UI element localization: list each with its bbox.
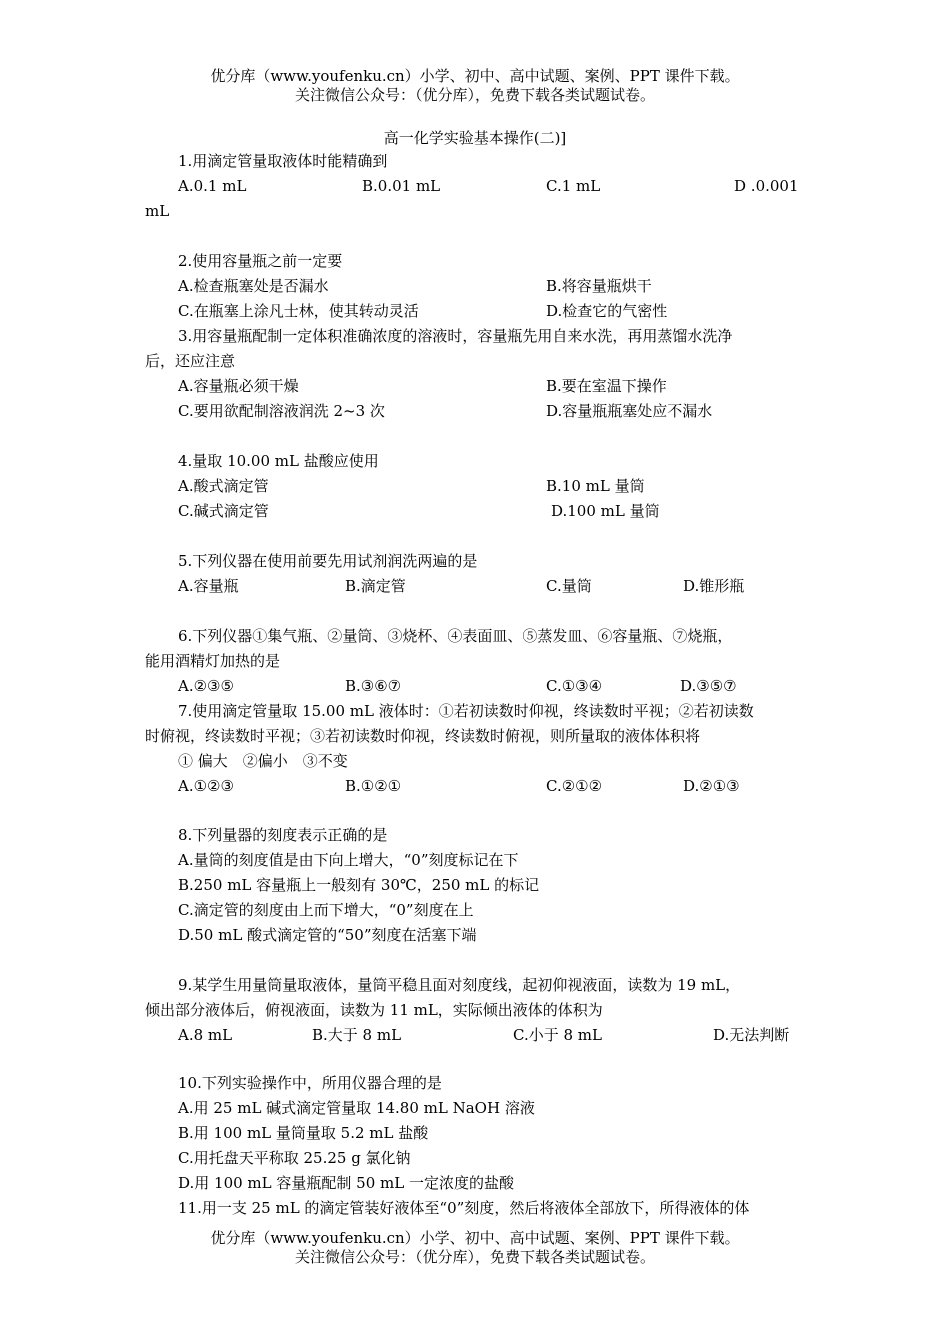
question-2-stem xyxy=(0,249,950,274)
question-6-stem-line-1 xyxy=(0,624,950,649)
question-9-stem-line-2 xyxy=(0,998,950,1023)
option-a: A.②③⑤ xyxy=(178,677,234,695)
question-1-option-d-continuation xyxy=(0,199,950,224)
option-c: C.小于 8 mL xyxy=(513,1026,602,1044)
question-stem: 1.用滴定管量取液体时能精确到 xyxy=(178,152,388,170)
option-c: C.碱式滴定管 xyxy=(178,502,269,520)
question-11-stem-line-1 xyxy=(0,1196,950,1221)
question-8-option-b-line xyxy=(0,873,950,898)
question-stem-continuation: 能用酒精灯加热的是 xyxy=(145,652,281,670)
option-d: D.用 100 mL 容量瓶配制 50 mL 一定浓度的盐酸 xyxy=(178,1174,514,1192)
option-b: B.滴定管 xyxy=(345,577,406,595)
question-3-options-row-1 xyxy=(0,374,950,399)
footer-line-2: 关注微信公众号：（优分库），免费下载各类试题试卷。 xyxy=(294,1248,655,1266)
question-stem-continuation: 时俯视，终读数时平视；③若初读数时仰视，终读数时俯视，则所量取的液体体积将 xyxy=(145,727,701,745)
option-d: D.100 mL 量筒 xyxy=(551,502,660,520)
question-1-stem xyxy=(0,149,950,174)
option-a: A.容量瓶 xyxy=(178,577,239,595)
option-a: A.0.1 mL xyxy=(178,177,247,195)
question-stem: 10.下列实验操作中，所用仪器合理的是 xyxy=(178,1074,442,1092)
option-c: C.①③④ xyxy=(546,677,603,695)
question-stem: 11.用一支 25 mL 的滴定管装好液体至“0”刻度，然后将液体全部放下，所得液体的体 xyxy=(178,1199,750,1217)
question-10-option-a-line xyxy=(0,1096,950,1121)
question-6-options xyxy=(0,674,950,699)
option-b: B.要在室温下操作 xyxy=(546,377,667,395)
option-a: A.容量瓶必须干燥 xyxy=(178,377,299,395)
option-d: D.③⑤⑦ xyxy=(680,677,737,695)
question-5-stem xyxy=(0,549,950,574)
option-c: C.要用欲配制溶液润洗 2~3 次 xyxy=(178,402,385,420)
question-1-options xyxy=(0,174,950,199)
question-7-options xyxy=(0,774,950,799)
question-stem-continuation: 后，还应注意 xyxy=(145,352,236,370)
option-a: A.①②③ xyxy=(178,777,234,795)
footer-line-1: 优分库（www.youfenku.cn）小学、初中、高中试题、案例、PPT 课件下载。 xyxy=(210,1229,740,1247)
question-2-options-row-2 xyxy=(0,299,950,324)
option-a: A.检查瓶塞处是否漏水 xyxy=(178,277,329,295)
option-b: B.0.01 mL xyxy=(362,177,441,195)
option-b: B.用 100 mL 量筒量取 5.2 mL 盐酸 xyxy=(178,1124,429,1142)
option-a: A.8 mL xyxy=(178,1026,233,1044)
question-3-stem-line-1 xyxy=(0,324,950,349)
question-stem-continuation: 倾出部分液体后，俯视液面，读数为 11 mL，实际倾出液体的体积为 xyxy=(145,1001,603,1019)
question-7-legend xyxy=(0,749,950,774)
option-a: A.用 25 mL 碱式滴定管量取 14.80 mL NaOH 溶液 xyxy=(178,1099,535,1117)
page-title: 高一化学实验基本操作(二)] xyxy=(383,129,567,147)
option-a: A.酸式滴定管 xyxy=(178,477,269,495)
question-3-options-row-2 xyxy=(0,399,950,424)
option-d: D.②①③ xyxy=(683,777,740,795)
question-4-options-row-2 xyxy=(0,499,950,524)
question-stem: 5.下列仪器在使用前要先用试剂润洗两遍的是 xyxy=(178,552,478,570)
question-7-stem-line-1 xyxy=(0,699,950,724)
option-b: B.250 mL 容量瓶上一般刻有 30℃，250 mL 的标记 xyxy=(178,876,540,894)
option-b: B.大于 8 mL xyxy=(312,1026,402,1044)
options-legend: ① 偏大 ②偏小 ③不变 xyxy=(178,752,348,770)
question-8-option-c-line xyxy=(0,898,950,923)
question-stem: 8.下列量器的刻度表示正确的是 xyxy=(178,826,388,844)
option-a: A.量筒的刻度值是由下向上增大，“0”刻度标记在下 xyxy=(178,851,519,869)
option-b: B.10 mL 量筒 xyxy=(546,477,645,495)
question-4-options-row-1 xyxy=(0,474,950,499)
question-10-option-b-line xyxy=(0,1121,950,1146)
question-stem: 3.用容量瓶配制一定体积准确浓度的溶液时，容量瓶先用自来水洗，再用蒸馏水洗净 xyxy=(178,327,733,345)
question-10-stem xyxy=(0,1071,950,1096)
option-c: C.在瓶塞上涂凡士林，使其转动灵活 xyxy=(178,302,419,320)
option-d: D.容量瓶瓶塞处应不漏水 xyxy=(546,402,713,420)
question-stem: 9.某学生用量筒量取液体，量筒平稳且面对刻度线，起初仰视液面，读数为 19 mL， xyxy=(178,976,741,994)
option-d: D.检查它的气密性 xyxy=(546,302,668,320)
question-10-option-c-line xyxy=(0,1146,950,1171)
question-8-stem xyxy=(0,823,950,848)
option-d: D.无法判断 xyxy=(713,1026,790,1044)
question-stem: 2.使用容量瓶之前一定要 xyxy=(178,252,343,270)
question-6-stem-line-2 xyxy=(0,649,950,674)
question-3-stem-line-2 xyxy=(0,349,950,374)
option-b: B.将容量瓶烘干 xyxy=(546,277,652,295)
question-8-option-d-line xyxy=(0,923,950,948)
question-10-option-d-line xyxy=(0,1171,950,1196)
question-5-options xyxy=(0,574,950,599)
question-stem: 6.下列仪器①集气瓶、②量筒、③烧杯、④表面皿、⑤蒸发皿、⑥容量瓶、⑦烧瓶， xyxy=(178,627,733,645)
option-d: D.锥形瓶 xyxy=(683,577,745,595)
header-line-2: 关注微信公众号：（优分库），免费下载各类试题试卷。 xyxy=(294,86,655,104)
question-4-stem xyxy=(0,449,950,474)
question-2-options-row-1 xyxy=(0,274,950,299)
option-d-continuation: mL xyxy=(145,202,170,220)
option-c: C.②①② xyxy=(546,777,603,795)
question-7-stem-line-2 xyxy=(0,724,950,749)
option-c: C.用托盘天平称取 25.25 g 氯化钠 xyxy=(178,1149,411,1167)
option-c: C.滴定管的刻度由上而下增大，“0”刻度在上 xyxy=(178,901,474,919)
option-c: C.量筒 xyxy=(546,577,592,595)
question-9-options xyxy=(0,1023,950,1048)
option-d: D.50 mL 酸式滴定管的“50”刻度在活塞下端 xyxy=(178,926,477,944)
question-stem: 4.量取 10.00 mL 盐酸应使用 xyxy=(178,452,379,470)
option-c: C.1 mL xyxy=(546,177,601,195)
question-9-stem-line-1 xyxy=(0,973,950,998)
header-line-1: 优分库（www.youfenku.cn）小学、初中、高中试题、案例、PPT 课件下载。 xyxy=(210,67,740,85)
option-b: B.③⑥⑦ xyxy=(345,677,402,695)
question-stem: 7.使用滴定管量取 15.00 mL 液体时：①若初读数时仰视，终读数时平视；②若初读数 xyxy=(178,702,754,720)
option-b: B.①②① xyxy=(345,777,402,795)
option-d: D .0.001 xyxy=(734,177,799,195)
question-8-option-a-line xyxy=(0,848,950,873)
